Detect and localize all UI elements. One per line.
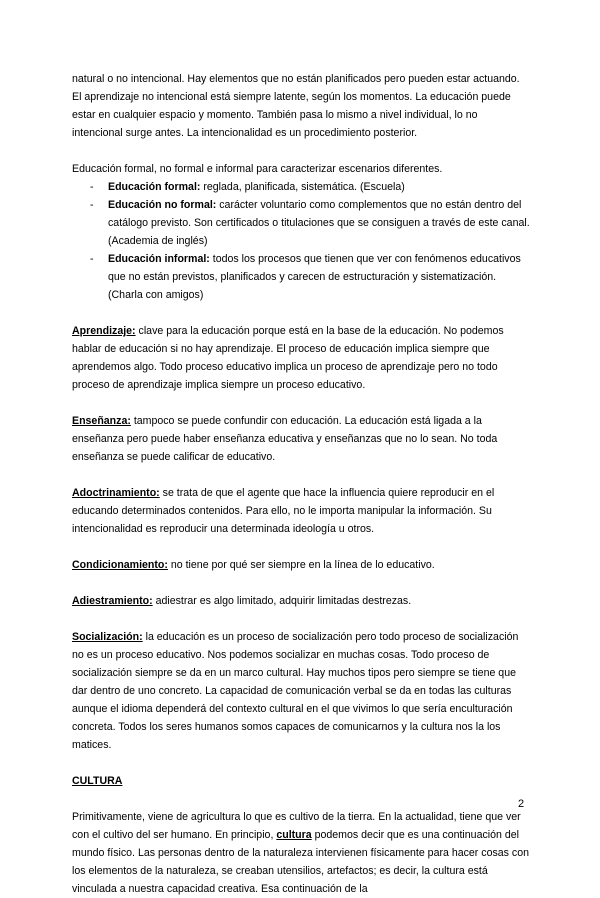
- definition-text: no tiene por qué ser siempre en la línea de lo educativo.: [167, 559, 435, 571]
- education-types-intro: Educación formal, no formal e informal para caracterizar escenarios diferentes.: [72, 163, 443, 175]
- section-heading-cultura: CULTURA: [72, 775, 123, 787]
- list-item: - Educación formal: reglada, planificada, sistemática. (Escuela): [90, 181, 405, 193]
- definition-term: Aprendizaje:: [72, 325, 136, 337]
- list-item-text: reglada, planificada, sistemática. (Escuela): [200, 181, 405, 193]
- definition-condicionamiento: [72, 556, 530, 574]
- page-number: 2: [518, 798, 525, 810]
- definition-ensenanza: [72, 412, 530, 466]
- definition-term: Socialización:: [72, 631, 143, 643]
- list-item-text: carácter voluntario como complementos que no están dentro del catálogo previsto. Son certificados o titulaciones que se consiguen a través de este canal. (Academia de inglés): [108, 199, 530, 247]
- definition-aprendizaje: [72, 322, 530, 394]
- intro-paragraph: natural o no intencional. Hay elementos que no están planificados pero pueden estar actuando. El aprendizaje no intencional está siempre latente, según los momentos. La educación puede estar en cualquier espacio y momento. También pasa lo mismo a nivel individual, lo no intencional surge antes. La intencionalidad es un procedimiento posterior.: [72, 73, 520, 139]
- list-item: - Educación informal: todos los procesos que tienen que ver con fenómenos educativos que no están previstos, planificados y carecen de estructuración y sistematización. (Charla con amigos): [90, 253, 521, 301]
- definition-text: adiestrar es algo limitado, adquirir limitadas destrezas.: [152, 595, 412, 607]
- cultura-text-after: podemos decir que es una continuación del mundo físico. Las personas dentro de la naturaleza intervienen físicamente para hacer cosas con los elementos de la naturaleza, se creaban utensilios, artefactos; es decir, la cultura está vinculada a nuestra capacidad creativa. Esa continuación de la: [72, 829, 529, 895]
- list-item-term: Educación informal:: [108, 253, 210, 265]
- definition-term: Adiestramiento:: [72, 595, 153, 607]
- list-item-term: Educación no formal:: [108, 199, 217, 211]
- cultura-term: cultura: [276, 829, 312, 841]
- definition-text: tampoco se puede confundir con educación. La educación está ligada a la enseñanza pero puede haber enseñanza educativa y enseñanzas que no lo sean. No toda enseñanza se puede calificar de educativo.: [72, 415, 498, 463]
- document-page: [72, 70, 530, 898]
- definition-term: Condicionamiento:: [72, 559, 168, 571]
- list-item-term: Educación formal:: [108, 181, 201, 193]
- definition-term: Enseñanza:: [72, 415, 131, 427]
- list-item-text: todos los procesos que tienen que ver con fenómenos educativos que no están previstos, planificados y carecen de estructuración y sistematización. (Charla con amigos): [108, 253, 521, 301]
- education-types-list: [72, 178, 530, 304]
- cultura-text-before: Primitivamente, viene de agricultura lo que es cultivo de la tierra. En la actualidad, tiene que ver con el cultivo del ser humano. En principio,: [72, 811, 521, 841]
- cultura-paragraph: [72, 808, 530, 898]
- definition-text: se trata de que el agente que hace la influencia quiere reproducir en el educando determinados contenidos. Para ello, no le importa manipular la información. Su intencionalidad es reproducir una determinada ideología u otros.: [72, 487, 495, 535]
- definition-term: Adoctrinamiento:: [72, 487, 160, 499]
- definition-text: la educación es un proceso de socialización pero todo proceso de socialización no es un proceso educativo. Nos podemos socializar en muchas cosas. Todo proceso de socialización siempre se da en un marco cultural. Hay muchos tipos pero siempre se tiene que dar dentro de uno concreto. La capacidad de comunicación verbal se da en todas las culturas aunque el idioma dependerá del contexto cultural en el que vivimos lo que sería enculturación concreta. Todos los seres humanos somos capaces de comunicarnos y la cultura nos la los matices.: [72, 631, 519, 751]
- definition-socializacion: [72, 628, 530, 754]
- list-item: - Educación no formal: carácter voluntario como complementos que no están dentro del catálogo previsto. Son certificados o titulaciones que se consiguen a través de este canal. (Academia de inglés): [90, 199, 530, 247]
- definition-adiestramiento: [72, 592, 530, 610]
- definition-text: clave para la educación porque está en la base de la educación. No podemos hablar de educación si no hay aprendizaje. El proceso de educación implica siempre que aprendemos algo. Todo proceso educativo implica un proceso de aprendizaje pero no todo proceso de aprendizaje implica siempre un proceso educativo.: [72, 325, 504, 391]
- definition-adoctrinamiento: [72, 484, 530, 538]
